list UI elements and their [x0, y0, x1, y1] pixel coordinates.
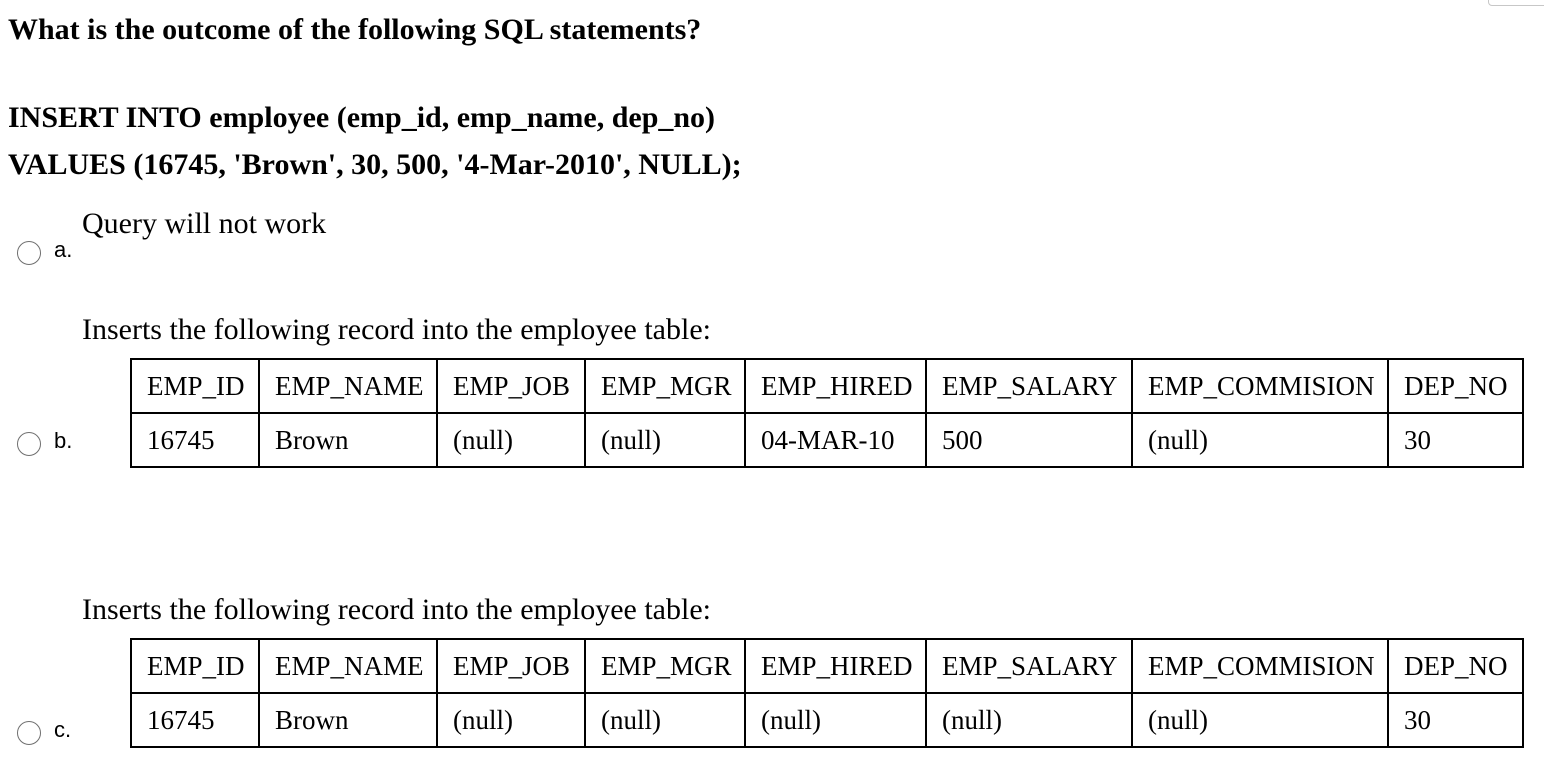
table-cell: 30: [1388, 413, 1523, 467]
table-cell: (null): [437, 413, 585, 467]
option-a-letter: a.: [54, 237, 73, 262]
option-c-letter: c.: [54, 717, 72, 742]
table-header-row: [131, 639, 1523, 693]
table-cell: 30: [1388, 693, 1523, 747]
option-c-record-table: [130, 638, 1524, 748]
option-b-text: Inserts the following record into the employee table:: [82, 313, 711, 346]
table-cell: 04-MAR-10: [745, 413, 926, 467]
header-cell: EMP_SALARY: [926, 639, 1132, 693]
table-row: [131, 413, 1523, 467]
header-cell: EMP_NAME: [259, 359, 437, 413]
option-c-radio[interactable]: [17, 721, 41, 745]
header-cell: EMP_JOB: [437, 359, 585, 413]
table-header-row: [131, 359, 1523, 413]
option-b-radio[interactable]: [17, 432, 41, 456]
table-cell: (null): [926, 693, 1132, 747]
table-cell: (null): [585, 693, 745, 747]
table-row: [131, 693, 1523, 747]
question-prompt: What is the outcome of the following SQL statements?: [8, 13, 702, 46]
header-cell: DEP_NO: [1388, 359, 1523, 413]
header-cell: EMP_NAME: [259, 639, 437, 693]
table-cell: 16745: [131, 693, 259, 747]
table-cell: 16745: [131, 413, 259, 467]
table-cell: Brown: [259, 413, 437, 467]
option-a-text: Query will not work: [82, 207, 327, 240]
option-b-letter: b.: [54, 428, 73, 453]
header-cell: DEP_NO: [1388, 639, 1523, 693]
option-b-record-table: [130, 358, 1524, 468]
header-cell: EMP_HIRED: [745, 359, 926, 413]
table-cell: Brown: [259, 693, 437, 747]
header-cell: EMP_HIRED: [745, 639, 926, 693]
option-c-text: Inserts the following record into the employee table:: [82, 593, 711, 626]
header-cell: EMP_ID: [131, 359, 259, 413]
table-cell: (null): [437, 693, 585, 747]
table-cell: (null): [745, 693, 926, 747]
table-cell: (null): [585, 413, 745, 467]
sql-line-2: VALUES (16745, 'Brown', 30, 500, '4-Mar-2010', NULL);: [8, 148, 742, 181]
header-cell: EMP_COMMISION: [1132, 639, 1388, 693]
header-cell: EMP_SALARY: [926, 359, 1132, 413]
table-cell: (null): [1132, 693, 1388, 747]
header-cell: EMP_COMMISION: [1132, 359, 1388, 413]
option-a-radio[interactable]: [17, 241, 41, 265]
corner-tab: [1488, 0, 1544, 6]
table-cell: (null): [1132, 413, 1388, 467]
header-cell: EMP_JOB: [437, 639, 585, 693]
table-cell: 500: [926, 413, 1132, 467]
header-cell: EMP_MGR: [585, 359, 745, 413]
sql-line-1: INSERT INTO employee (emp_id, emp_name, dep_no): [8, 101, 716, 134]
header-cell: EMP_MGR: [585, 639, 745, 693]
header-cell: EMP_ID: [131, 639, 259, 693]
